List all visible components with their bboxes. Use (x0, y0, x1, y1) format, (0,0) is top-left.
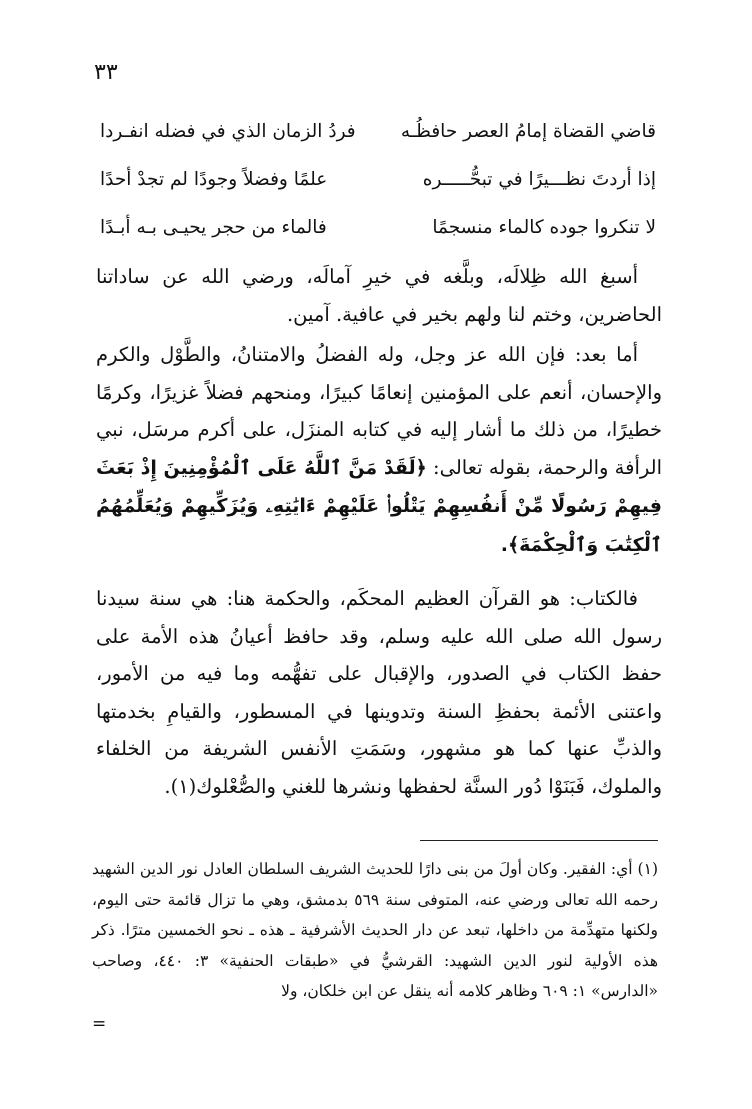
paragraph-introduction-body (96, 336, 662, 564)
verse-1-second-hemistich: فردُ الزمان الذي في فضله انفـردا (100, 121, 356, 142)
footnote-continuation-mark: = (92, 1014, 107, 1034)
paragraph-explanation (96, 580, 662, 805)
verse-3-first-hemistich: لا تنكروا جوده كالماء منسجمًا (432, 217, 656, 238)
verse-2-second-hemistich: علمًا وفضلاً وجودًا لم تجدْ أحدًا (100, 169, 328, 190)
footnote-1: (١) أي: الفقير. وكان أولَ من بنى دارًا للحديث الشريف السلطان العادل نور الدين الشهيد رحمه الله تعالى ورضي عنه، المتوفى سنة ٥٦٩ بدمشق، وهي ما تزال قائمة حتى اليوم، ولكنها متهدِّمة من داخلها، تبعد عن دار الحديث الأشرفية ـ هذه ـ نحو الخمسين مترًا. ذكر هذه الأولية لنور الدين الشهيد: القرشيُّ في «طبقات الحنفية» ٣: ٤٤٠، وصاحب «الدارس» ١: ٦٠٩ وظاهر كلامه أنه ينقل عن ابن خلكان، ولا (92, 860, 659, 1000)
paragraph-prayer (96, 258, 662, 333)
paragraph-prayer-text: أسبغ الله ظِلالَه، وبلَّغه في خيرِ آمالَه، ورضي الله عن ساداتنا الحاضرين، وختم لنا ولهم بخير في عافية. آمين. (96, 265, 662, 326)
verse-3-second-hemistich: فالماء من حجر يحيـى بـه أبـدًا (100, 217, 327, 238)
introduction-text: أما بعد: فإن الله عز وجل، وله الفضلُ والامتنانُ، والطَّوْل والكرم والإحسان، أنعم على المؤمنين إنعامًا كبيرًا، ومنحهم فضلاً غزيرًا، وكرمًا خطيرًا، من ذلك ما أشار إليه في كتابه المنزَل، على أكرم مرسَل، نبي الرأفة والرحمة، بقوله تعالى: (96, 343, 662, 479)
poem-verse-3 (100, 208, 656, 248)
verse-2-first-hemistich: إذا أردتَ نظـــيرًا في تبحُّـــــره (422, 169, 656, 190)
footnote-separator (420, 840, 658, 841)
verse-1-first-hemistich: قاضي القضاة إمامُ العصر حافظُـه (400, 121, 656, 142)
page-number: ٣٣ (94, 60, 118, 85)
poem-verse-1 (100, 112, 656, 152)
footnotes (92, 854, 658, 1007)
paragraph-explanation-text: فالكتاب: هو القرآن العظيم المحكَم، والحكمة هنا: هي سنة سيدنا رسول الله صلى الله عليه وسلم، وقد حافظ أعيانُ هذه الأمة على حفظ الكتاب في الصدور، والإقبال على تفهُّمه وما فيه من الأمور، واعتنى الأئمة بحفظِ السنة وتدوينها في المسطور، والقيامِ بخدمتها والذبِّ عنها كما هو مشهور، وسَمَتِ الأنفس الشريفة من الخلفاء والملوك، فَبَنَوْا دُور السنَّة لحفظها ونشرها للغني والصُّعْلوك(١). (96, 587, 662, 798)
quran-verse: ﴿لَقَدْ مَنَّ ٱللَّهُ عَلَى ٱلْمُؤْمِنِينَ إِذْ بَعَثَ فِيهِمْ رَسُولًا مِّنْ أَنفُسِهِمْ يَتْلُوا۟ عَلَيْهِمْ ءَايَٰتِهِۦ وَيُزَكِّيهِمْ وَيُعَلِّمُهُمُ ٱلْكِتَٰبَ وَٱلْحِكْمَةَ﴾. (96, 456, 662, 556)
poem-verse-2 (100, 160, 656, 200)
paragraph-introduction (96, 336, 662, 564)
